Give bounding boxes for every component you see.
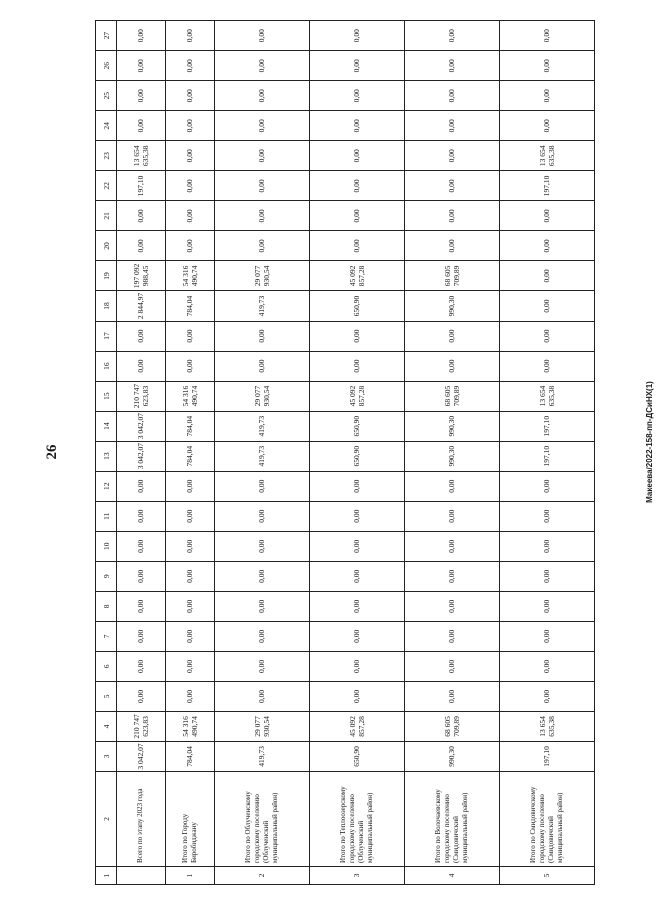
table-cell: 197,10 — [499, 411, 594, 441]
table-cell: 54 316 490,74 — [165, 261, 214, 291]
table-cell: 0,00 — [165, 51, 214, 81]
row-label: Итого по Смидовичскому городскому поселению (Смидовичский муниципальный район) — [499, 772, 594, 867]
table-cell: 990,30 — [404, 411, 499, 441]
table-cell: 0,00 — [309, 651, 404, 681]
table-cell: 0,00 — [214, 471, 309, 501]
table-row — [165, 21, 214, 885]
table-cell: 0,00 — [214, 81, 309, 111]
row-label: Итого по Городу Биробиджану — [165, 772, 214, 867]
table-cell: 990,30 — [404, 741, 499, 771]
table-cell: 0,00 — [165, 651, 214, 681]
table-cell: 29 077 930,54 — [214, 261, 309, 291]
table-cell: 784,04 — [165, 741, 214, 771]
table-cell: 45 092 857,28 — [309, 261, 404, 291]
column-header: 10 — [96, 531, 117, 561]
table-cell: 0,00 — [309, 51, 404, 81]
row-number — [117, 867, 166, 885]
table-cell: 0,00 — [214, 201, 309, 231]
table-cell: 0,00 — [214, 171, 309, 201]
table-cell: 0,00 — [404, 651, 499, 681]
table-cell: 68 605 709,89 — [404, 261, 499, 291]
table-cell: 419,73 — [214, 741, 309, 771]
table-cell: 0,00 — [404, 561, 499, 591]
table-cell: 0,00 — [117, 591, 166, 621]
row-number: 5 — [499, 867, 594, 885]
table-cell: 210 747 623,83 — [117, 711, 166, 741]
table-cell: 0,00 — [165, 171, 214, 201]
table-cell: 784,04 — [165, 411, 214, 441]
table-cell: 0,00 — [499, 651, 594, 681]
table-cell: 0,00 — [404, 591, 499, 621]
table-cell: 0,00 — [165, 531, 214, 561]
column-header: 8 — [96, 591, 117, 621]
column-header: 13 — [96, 441, 117, 471]
table-cell: 0,00 — [165, 141, 214, 171]
table-cell: 197,10 — [499, 171, 594, 201]
table-cell: 0,00 — [499, 471, 594, 501]
table-cell: 990,30 — [404, 441, 499, 471]
table-cell: 0,00 — [499, 201, 594, 231]
table-cell: 0,00 — [309, 171, 404, 201]
table-cell: 45 092 857,28 — [309, 381, 404, 411]
table-cell: 0,00 — [165, 471, 214, 501]
table-cell: 0,00 — [214, 651, 309, 681]
table-cell: 0,00 — [165, 111, 214, 141]
table-cell: 0,00 — [404, 21, 499, 51]
table-cell: 0,00 — [404, 81, 499, 111]
table-cell: 0,00 — [165, 231, 214, 261]
table-cell: 650,90 — [309, 411, 404, 441]
row-number: 4 — [404, 867, 499, 885]
table-cell: 0,00 — [117, 621, 166, 651]
column-header: 14 — [96, 411, 117, 441]
table-cell: 45 092 857,28 — [309, 711, 404, 741]
table-cell: 0,00 — [214, 501, 309, 531]
table-cell: 0,00 — [404, 621, 499, 651]
table-cell: 0,00 — [214, 231, 309, 261]
table-cell: 0,00 — [117, 111, 166, 141]
column-header: 1 — [96, 867, 117, 885]
table-cell: 650,90 — [309, 291, 404, 321]
table-row — [404, 21, 499, 885]
table-cell: 0,00 — [499, 591, 594, 621]
column-header: 5 — [96, 681, 117, 711]
table-cell: 54 316 490,74 — [165, 711, 214, 741]
table-cell: 0,00 — [309, 111, 404, 141]
table-cell: 0,00 — [214, 21, 309, 51]
table-cell: 13 654 635,38 — [499, 711, 594, 741]
table-cell: 3 042,07 — [117, 741, 166, 771]
column-header: 11 — [96, 501, 117, 531]
column-header: 18 — [96, 291, 117, 321]
table-cell: 13 654 635,38 — [117, 141, 166, 171]
page-number: 26 — [44, 444, 60, 460]
table-cell: 0,00 — [165, 201, 214, 231]
column-header: 26 — [96, 51, 117, 81]
table-cell: 0,00 — [309, 531, 404, 561]
column-header: 12 — [96, 471, 117, 501]
table-cell: 0,00 — [499, 321, 594, 351]
table-cell: 650,90 — [309, 441, 404, 471]
table-cell: 0,00 — [404, 471, 499, 501]
table-cell: 0,00 — [499, 351, 594, 381]
column-header: 21 — [96, 201, 117, 231]
data-table — [95, 20, 595, 885]
table-cell: 0,00 — [309, 501, 404, 531]
table-cell: 0,00 — [117, 531, 166, 561]
table-cell: 0,00 — [309, 471, 404, 501]
table-cell: 0,00 — [165, 321, 214, 351]
table-cell: 650,90 — [309, 741, 404, 771]
table-cell: 0,00 — [309, 681, 404, 711]
table-cell: 419,73 — [214, 441, 309, 471]
table-cell: 0,00 — [309, 21, 404, 51]
table-cell: 0,00 — [499, 51, 594, 81]
table-cell: 0,00 — [165, 21, 214, 51]
table-cell: 0,00 — [117, 351, 166, 381]
column-header: 15 — [96, 381, 117, 411]
table-cell: 0,00 — [214, 111, 309, 141]
table-row — [214, 21, 309, 885]
table-cell: 0,00 — [214, 621, 309, 651]
table-cell: 0,00 — [404, 351, 499, 381]
table-cell: 0,00 — [214, 561, 309, 591]
table-cell: 0,00 — [499, 681, 594, 711]
table-cell: 0,00 — [499, 231, 594, 261]
table-cell: 0,00 — [499, 81, 594, 111]
table-cell: 0,00 — [309, 201, 404, 231]
table-frame — [95, 20, 595, 885]
column-header: 17 — [96, 321, 117, 351]
table-cell: 0,00 — [499, 501, 594, 531]
row-label: Итого по Облученскому городскому поселению (Облученский муниципальный район) — [214, 772, 309, 867]
table-cell: 784,04 — [165, 291, 214, 321]
column-header: 2 — [96, 772, 117, 867]
table-cell: 0,00 — [499, 261, 594, 291]
table-cell: 0,00 — [309, 81, 404, 111]
table-cell: 210 747 623,83 — [117, 381, 166, 411]
column-header: 24 — [96, 111, 117, 141]
column-header: 25 — [96, 81, 117, 111]
table-cell: 0,00 — [117, 231, 166, 261]
table-cell: 0,00 — [309, 621, 404, 651]
table-cell: 0,00 — [214, 531, 309, 561]
table-cell: 0,00 — [165, 681, 214, 711]
table-cell: 2 844,97 — [117, 291, 166, 321]
table-cell: 3 042,07 — [117, 411, 166, 441]
row-number: 1 — [165, 867, 214, 885]
table-cell: 0,00 — [404, 681, 499, 711]
table-cell: 0,00 — [117, 651, 166, 681]
table-cell: 29 077 930,54 — [214, 381, 309, 411]
table-cell: 419,73 — [214, 291, 309, 321]
table-cell: 0,00 — [214, 351, 309, 381]
column-header: 16 — [96, 351, 117, 381]
table-cell: 0,00 — [214, 141, 309, 171]
table-cell: 197,10 — [117, 171, 166, 201]
table-row — [117, 21, 166, 885]
table-cell: 0,00 — [117, 51, 166, 81]
table-cell: 0,00 — [117, 681, 166, 711]
table-cell: 0,00 — [165, 591, 214, 621]
column-header: 6 — [96, 651, 117, 681]
column-header: 23 — [96, 141, 117, 171]
table-cell: 0,00 — [404, 531, 499, 561]
table-row — [499, 21, 594, 885]
column-header: 9 — [96, 561, 117, 591]
row-label: Всего по этапу 2023 года — [117, 772, 166, 867]
table-cell: 0,00 — [117, 321, 166, 351]
column-header: 4 — [96, 711, 117, 741]
table-cell: 68 605 709,89 — [404, 381, 499, 411]
table-cell: 197,10 — [499, 741, 594, 771]
table-cell: 0,00 — [214, 591, 309, 621]
table-cell: 0,00 — [117, 561, 166, 591]
table-cell: 0,00 — [309, 351, 404, 381]
header-row — [96, 21, 117, 885]
row-label: Итого по Теплоозерскому городскому поселению (Облученский муниципальный район) — [309, 772, 404, 867]
table-cell: 0,00 — [499, 561, 594, 591]
table-cell: 0,00 — [214, 51, 309, 81]
table-cell: 13 654 635,38 — [499, 381, 594, 411]
table-cell: 0,00 — [404, 321, 499, 351]
table-cell: 29 077 930,54 — [214, 711, 309, 741]
table-cell: 0,00 — [214, 321, 309, 351]
row-number: 3 — [309, 867, 404, 885]
table-cell: 990,30 — [404, 291, 499, 321]
column-header: 22 — [96, 171, 117, 201]
table-cell: 0,00 — [309, 141, 404, 171]
table-cell: 419,73 — [214, 411, 309, 441]
table-cell: 0,00 — [165, 621, 214, 651]
table-cell: 0,00 — [117, 471, 166, 501]
column-header: 3 — [96, 741, 117, 771]
table-cell: 197,10 — [499, 441, 594, 471]
table-cell: 0,00 — [499, 111, 594, 141]
column-header: 19 — [96, 261, 117, 291]
table-cell: 784,04 — [165, 441, 214, 471]
table-cell: 0,00 — [117, 21, 166, 51]
column-header: 20 — [96, 231, 117, 261]
table-cell: 0,00 — [165, 501, 214, 531]
table-row — [309, 21, 404, 885]
table-cell: 68 605 709,89 — [404, 711, 499, 741]
table-cell: 0,00 — [117, 201, 166, 231]
table-cell: 0,00 — [499, 21, 594, 51]
document-reference: Макеева/2022-158-пп-ДСиНХ(1) — [645, 381, 654, 503]
table-cell: 0,00 — [404, 501, 499, 531]
table-cell: 197 092 988,45 — [117, 261, 166, 291]
table-cell: 3 042,07 — [117, 441, 166, 471]
column-header: 27 — [96, 21, 117, 51]
table-cell: 0,00 — [165, 561, 214, 591]
table-cell: 0,00 — [404, 201, 499, 231]
table-cell: 0,00 — [309, 561, 404, 591]
table-cell: 0,00 — [499, 531, 594, 561]
row-label: Итого по Волочаевскому городскому поселению (Смидовичский муниципальный район) — [404, 772, 499, 867]
table-cell: 0,00 — [404, 51, 499, 81]
table-cell: 0,00 — [165, 81, 214, 111]
table-cell: 0,00 — [117, 501, 166, 531]
table-cell: 0,00 — [214, 681, 309, 711]
column-header: 7 — [96, 621, 117, 651]
table-cell: 0,00 — [309, 321, 404, 351]
table-cell: 0,00 — [165, 351, 214, 381]
table-cell: 0,00 — [309, 591, 404, 621]
table-cell: 0,00 — [117, 81, 166, 111]
table-cell: 0,00 — [404, 141, 499, 171]
row-number: 2 — [214, 867, 309, 885]
table-cell: 0,00 — [499, 291, 594, 321]
table-cell: 54 316 490,74 — [165, 381, 214, 411]
table-cell: 0,00 — [309, 231, 404, 261]
table-cell: 0,00 — [404, 231, 499, 261]
table-cell: 0,00 — [404, 171, 499, 201]
table-cell: 0,00 — [499, 621, 594, 651]
table-cell: 0,00 — [404, 111, 499, 141]
table-cell: 13 654 635,38 — [499, 141, 594, 171]
